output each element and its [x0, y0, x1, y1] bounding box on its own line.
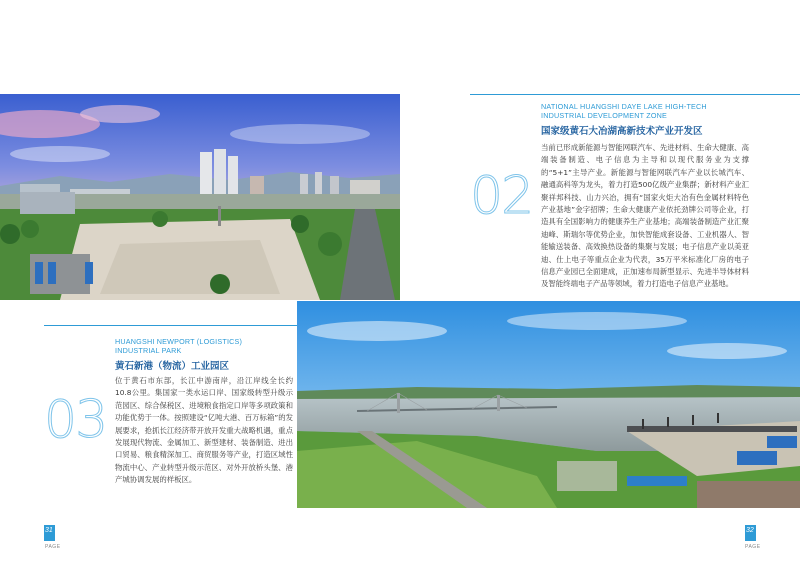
section2-body: 当前已形成新能源与智能网联汽车、先进材料、生命大健康、高端装备制造、电子信息为主导和以现代服务业为支撑的“5+1”主导产业。新能源与智能网联汽车产业以长城汽车、融通高科等为龙头，着力打造500亿级产业集群；新材料产业汇聚祥邦科技、山力兴冶，拥有“国家火炬大冶有色金属材料特色产业基地”金字招牌；生命大健康产业依托劲牌公司等企业，打造具有全国影响力的健康养生产业基地；高端装备制造产业汇聚迪峰、斯瑞尔等优势企业，加快智能成套设备、工业机器人、智能输送装备、高效换热设备的集聚与发展；电子信息产业以美亚迪、仕上电子等重点企业为代表，35万平米标准化厂房的电子信息产业园已全面建成，正加速布局新型显示、先进半导体材料及智能终端电子产品等领域，着力打造电子信息产业基地。: [541, 143, 749, 289]
section3-number: 03: [44, 390, 107, 450]
section3-en-title-line2: INDUSTRIAL PARK: [115, 346, 182, 355]
city-aerial-photo: [0, 94, 400, 300]
section2-en-title: [541, 102, 781, 120]
section2-en-title-line1: NATIONAL HUANGSHI DAYE LAKE HIGH-TECH: [541, 102, 707, 111]
left-page-number: 31: [45, 527, 53, 534]
left-page-label: PAGE: [45, 544, 61, 550]
section3-rule: [44, 325, 297, 326]
right-page-label: PAGE: [745, 544, 761, 550]
section3-en-title-line1: HUANGSHI NEWPORT (LOGISTICS): [115, 337, 243, 346]
section2-rule: [470, 94, 800, 95]
port-aerial-photo: [297, 301, 800, 508]
section2-number: 02: [470, 166, 533, 226]
section3-body: 位于黄石市东部，长江中游南岸，沿江岸线全长约10.8公里。集国家一类水运口岸、国家级转型升级示范园区、综合保税区、进境粮食指定口岸等多项政策和功能优势于一体。按照建设“亿吨大港、百万标箱”的发展要求，抢抓长江经济带开放开发重大战略机遇，重点发展现代物流、金属加工、新型建材、装备制造、进出口贸易、粮食精深加工、商贸服务等产业，打造区域性物流中心、产业转型升级示范区、对外开放桥头堡、港产城协调发展的样板区。: [115, 376, 293, 485]
right-page-number: 32: [746, 527, 754, 534]
section2-en-title-line2: INDUSTRIAL DEVELOPMENT ZONE: [541, 111, 668, 120]
section3-en-title: [115, 337, 295, 355]
section3-cn-title: 黄石新港（物流）工业园区: [115, 361, 230, 372]
section2-cn-title: 国家级黄石大冶湖高新技术产业开发区: [541, 126, 703, 137]
